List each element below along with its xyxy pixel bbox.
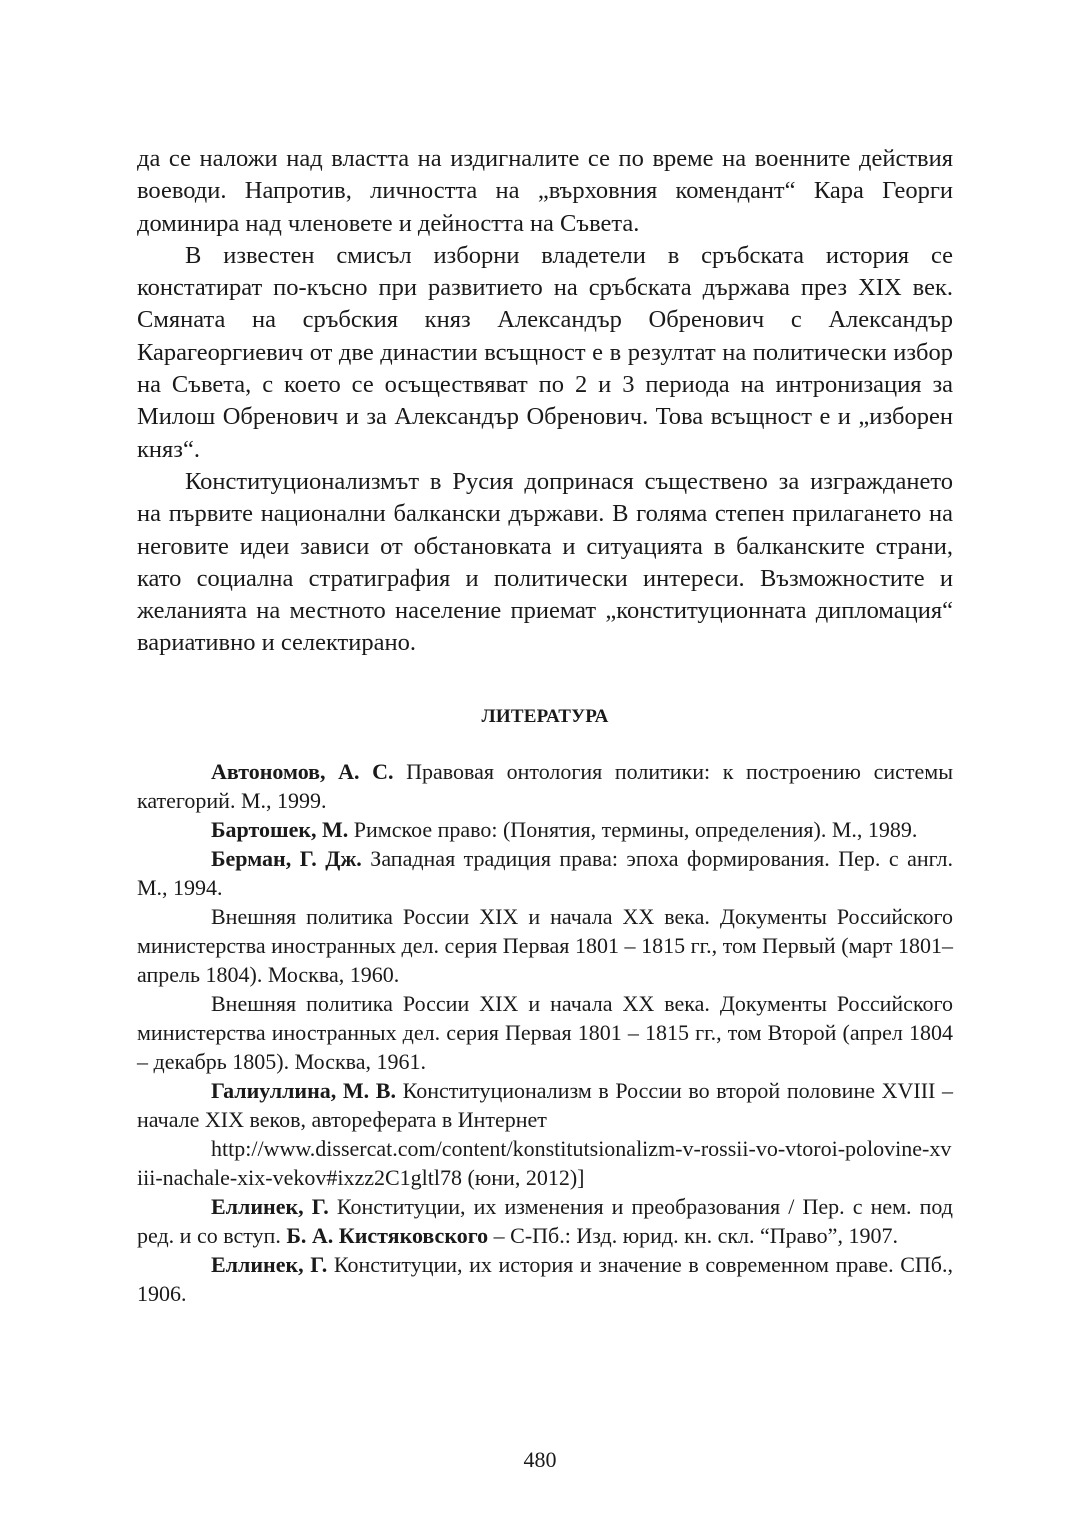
reference-author: Берман, Г. Дж. [211,846,362,871]
reference-entry [137,1250,953,1308]
reference-entry [137,1192,953,1250]
reference-list [137,757,953,1308]
reference-text: http://www.dissercat.com/content/konstitutsionalizm-v-rossii-vo-vtoroi-polovine-xviii-nachale-xix-vekov#ixzz2C1gltl78 (юни, 2012)] [137,1136,952,1190]
reference-entry [137,902,953,989]
reference-text: Правовая онтология политики: к построению системы категорий. М., 1999. [137,759,953,813]
page-number: 480 [523,1447,557,1472]
reference-text: Конституции, их изменения и преобразования / Пер. с нем. под ред. и со вступ. [137,1194,953,1248]
paragraph: да се наложи над властта на издигналите се по време на военните действия воеводи. Напротив, личността на „върховния комендант“ Кара Георги доминира над членовете и дейността на Съвета. [137,145,953,237]
reference-text: Западная традиция права: эпоха формирования. Пер. с англ. М., 1994. [137,846,954,900]
reference-text: Конституции, их история и значение в современном праве. СПб., 1906. [137,1252,954,1306]
reference-text: Конституционализм в России во второй половине XVIII – начале XIX веков, автореферата в Интернет [137,1078,954,1132]
reference-text: Римское право: (Понятия, термины, определения). М., 1989. [348,817,918,842]
paragraph: Конституционализмът в Русия допринася съществено за изграждането на първите национални балкански държави. В голяма степен прилагането на неговите идеи зависи от обстановката и ситуацията в балканските страни, като социална стратиграфия и политически интереси. Възможностите и желанията на местното население приемат „конституционната дипломация“ вариативно и селектирано. [137,467,953,657]
reference-entry [137,989,953,1076]
reference-entry [137,757,953,815]
literature-heading: ЛИТЕРАТУРА [481,706,609,727]
reference-entry [137,1076,953,1134]
paragraph: В известен смисъл изборни владетели в сръбската история се констатират по-късно при развитието на сръбската държава през XIX век. Смяната на сръбския княз Александър Обренович с Александър Карагеоргиевич от две династии всъщност е в резултат на политически избор на Съвета, с което се осъществяват по 2 и 3 периода на интронизация за Милош Обренович и за Александър Обренович. Това всъщност е и „изборен княз“. [137,241,953,463]
reference-text: Внешняя политика России XIX и начала XX века. Документы Российского министерства иностранных дел. серия Первая 1801 – 1815 гг., том Первый (март 1801– апрель 1804). Москва, 1960. [137,904,953,987]
reference-author: Еллинек, Г. [211,1252,328,1277]
reference-author: Галиуллина, М. В. [211,1078,396,1103]
reference-author: Еллинек, Г. [211,1194,329,1219]
reference-author: Бартошек, М. [211,817,349,842]
body-text [137,143,953,660]
reference-editor: Б. А. Кистяковского [286,1223,489,1248]
reference-text: Внешняя политика России XIX и начала XX века. Документы Российского министерства иностранных дел. серия Первая 1801 – 1815 гг., том Второй (апрел 1804 – декабрь 1805). Москва, 1961. [137,991,953,1074]
reference-entry [137,815,953,844]
reference-url [137,1134,953,1192]
reference-entry [137,844,953,902]
reference-author: Автономов, А. С. [211,759,394,784]
reference-text: – С-Пб.: Изд. юрид. кн. скл. “Право”, 1907. [488,1223,898,1248]
